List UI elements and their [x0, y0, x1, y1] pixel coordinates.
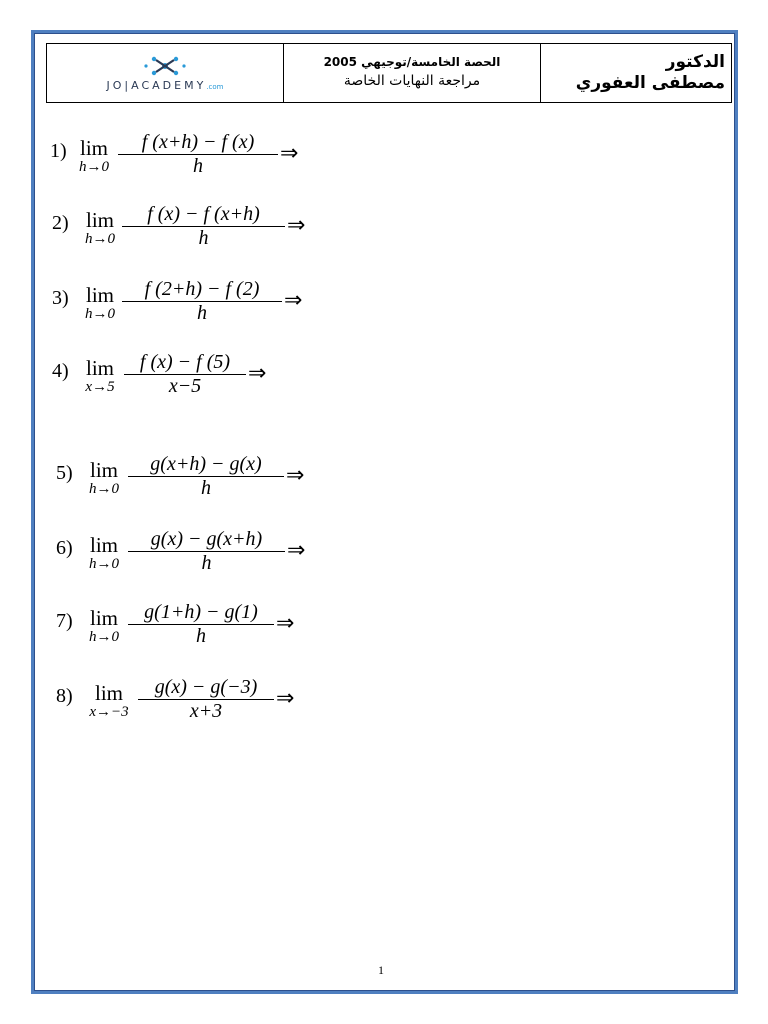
denominator: h [198, 227, 209, 249]
fraction [122, 203, 285, 249]
numerator: g(x) − g(−3) [138, 676, 274, 700]
lim-subscript: h→0 [89, 629, 119, 645]
lim-subscript: h→0 [79, 159, 109, 175]
fraction [122, 278, 282, 324]
problem-number: 2) [52, 212, 69, 234]
lim-subscript: x→5 [85, 379, 115, 395]
numerator: f (x+h) − f (x) [118, 131, 278, 155]
lesson-label: الحصة الخامسة/توجيهي 2005 [323, 55, 501, 69]
denominator: h [197, 302, 207, 324]
implies-arrow: ⇒ [286, 462, 305, 487]
denominator: h [201, 552, 212, 574]
header-table [46, 43, 732, 103]
problem-5 [56, 453, 336, 503]
denominator: x+3 [189, 700, 223, 722]
numerator: f (x) − f (5) [124, 351, 246, 375]
problem-number: 1) [50, 140, 67, 162]
lim-label: lim [85, 208, 114, 232]
implies-arrow: ⇒ [276, 610, 295, 635]
numerator: g(1+h) − g(1) [128, 601, 274, 625]
jo-academy-logo-icon [140, 55, 190, 77]
implies-arrow: ⇒ [284, 287, 303, 312]
numerator: f (2+h) − f (2) [122, 278, 282, 302]
denominator: x−5 [168, 375, 202, 397]
author-name: مصطفى العفوري [575, 73, 725, 93]
logo [107, 55, 224, 92]
logo-text: JO|ACADEMY [106, 78, 207, 92]
problem-number: 3) [52, 287, 69, 309]
fraction [138, 676, 274, 722]
lim-label: lim [85, 283, 114, 307]
limit [76, 351, 124, 395]
denominator: h [196, 625, 206, 647]
lim-subscript: x→−3 [89, 704, 129, 720]
lim-label: lim [89, 458, 118, 482]
problem-2 [52, 203, 332, 253]
logo-suffix: .com [206, 82, 224, 91]
problem-6 [56, 528, 336, 578]
lim-label: lim [89, 606, 118, 630]
lim-subscript: h→0 [85, 306, 115, 322]
problem-7 [56, 601, 326, 651]
implies-arrow: ⇒ [287, 212, 306, 237]
lim-label: lim [89, 533, 118, 557]
limit [76, 278, 124, 322]
limit [80, 676, 138, 720]
page-title: مراجعة النهايات الخاصة [343, 73, 481, 89]
problem-4 [52, 351, 302, 401]
limit [80, 528, 128, 572]
problem-number: 5) [56, 462, 73, 484]
problem-1 [50, 131, 330, 181]
author-title: الدكتور [665, 52, 725, 72]
author-cell [541, 44, 732, 103]
implies-arrow: ⇒ [276, 685, 295, 710]
fraction [128, 601, 274, 647]
problem-8 [56, 676, 326, 726]
problem-number: 7) [56, 610, 73, 632]
limit [70, 131, 118, 175]
problem-3 [52, 278, 332, 328]
lim-label: lim [79, 136, 108, 160]
page-number: 1 [378, 963, 384, 977]
problem-number: 8) [56, 685, 73, 707]
implies-arrow: ⇒ [280, 140, 299, 165]
fraction [128, 453, 284, 499]
limit [80, 453, 128, 497]
fraction [124, 351, 246, 397]
fraction [128, 528, 285, 574]
limit [76, 203, 124, 247]
fraction [118, 131, 278, 177]
lim-label: lim [85, 356, 114, 380]
title-cell [284, 44, 541, 103]
implies-arrow: ⇒ [287, 537, 306, 562]
numerator: f (x) − f (x+h) [122, 203, 285, 227]
lim-label: lim [94, 681, 123, 705]
denominator: h [201, 477, 211, 499]
lim-subscript: h→0 [89, 556, 119, 572]
limit [80, 601, 128, 645]
lim-subscript: h→0 [89, 481, 119, 497]
problem-number: 4) [52, 360, 69, 382]
numerator: g(x+h) − g(x) [128, 453, 284, 477]
denominator: h [193, 155, 203, 177]
numerator: g(x) − g(x+h) [128, 528, 285, 552]
logo-cell [47, 44, 284, 103]
problem-number: 6) [56, 537, 73, 559]
implies-arrow: ⇒ [248, 360, 267, 385]
lim-subscript: h→0 [85, 231, 115, 247]
